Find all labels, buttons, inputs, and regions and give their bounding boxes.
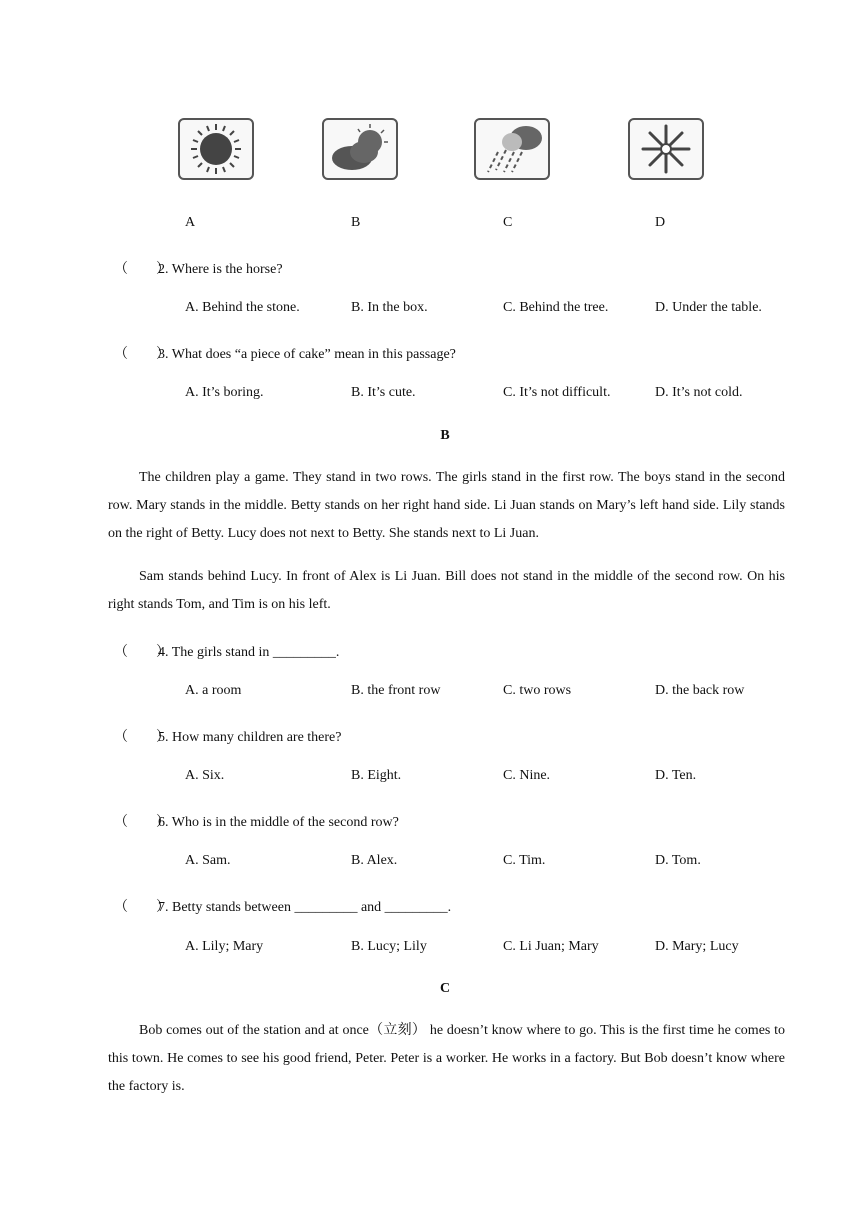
option-a: A. Behind the stone. (185, 300, 300, 315)
question-text: 3. What does “a piece of cake” mean in this passage? (158, 347, 456, 362)
passage-c-paragraph-1: Bob comes out of the station and at once（立刻） he doesn’t know where to go. This is the first time he comes to this town. He comes to see his good friend, Peter. Peter is a worker. He works in a factory. But Bob doesn’t know where the factory is. (108, 1023, 785, 1094)
answer-blank[interactable]: （ ） (114, 645, 170, 660)
answer-blank[interactable]: （ ） (114, 815, 170, 830)
snow-icon (630, 120, 702, 178)
option-a: A. Six. (185, 768, 225, 783)
question-text: 4. The girls stand in _________. (158, 645, 340, 660)
question-text: 2. Where is the horse? (158, 262, 283, 277)
question-text: 5. How many children are there? (158, 730, 342, 745)
rain-icon (476, 120, 548, 178)
weather-option-c-label: C (503, 215, 513, 230)
answer-blank[interactable]: （ ） (114, 900, 170, 915)
option-d: D. the back row (655, 683, 745, 698)
passage-b-paragraph-1: The children play a game. They stand in two rows. The girls stand in the first row. The boys stand in the second row. Mary stands in the middle. Betty stands on her right hand side. Li Juan stands on Mary’s left hand side. Lily stands on the right of Betty. Lucy does not next to Betty. She stands next to Li Juan. (108, 470, 785, 541)
weather-option-b-image (322, 118, 398, 180)
passage-b-paragraph-2: Sam stands behind Lucy. In front of Alex is Li Juan. Bill does not stand in the middle of the second row. On his right stands Tom, and Tim is on his left. (108, 569, 785, 612)
weather-option-c-image (474, 118, 550, 180)
question-2 (114, 258, 283, 278)
weather-option-a-label: A (185, 215, 196, 230)
option-a: A. Lily; Mary (185, 939, 264, 954)
question-7 (114, 896, 451, 916)
option-c: C. Tim. (503, 853, 546, 868)
question-3 (114, 343, 456, 363)
option-d: D. It’s not cold. (655, 385, 743, 400)
sun-icon (180, 120, 252, 178)
answer-blank[interactable]: （ ） (114, 262, 170, 277)
option-d: D. Tom. (655, 853, 701, 868)
option-b: B. Lucy; Lily (351, 939, 427, 954)
option-d: D. Ten. (655, 768, 697, 783)
option-c: C. two rows (503, 683, 572, 698)
question-4 (114, 641, 339, 661)
option-b: B. Eight. (351, 768, 402, 783)
option-a: A. Sam. (185, 853, 231, 868)
option-b: B. It’s cute. (351, 385, 416, 400)
option-b: B. Alex. (351, 853, 398, 868)
option-a: A. a room (185, 683, 242, 698)
option-a: A. It’s boring. (185, 385, 264, 400)
option-c: C. It’s not difficult. (503, 385, 611, 400)
cloudy-icon (324, 120, 396, 178)
question-5 (114, 726, 341, 746)
weather-option-a-image (178, 118, 254, 180)
question-6 (114, 811, 399, 831)
option-d: D. Mary; Lucy (655, 939, 739, 954)
question-text: 6. Who is in the middle of the second row? (158, 815, 399, 830)
weather-option-d-image (628, 118, 704, 180)
option-c: C. Nine. (503, 768, 551, 783)
answer-blank[interactable]: （ ） (114, 347, 170, 362)
option-d: D. Under the table. (655, 300, 762, 315)
answer-blank[interactable]: （ ） (114, 730, 170, 745)
question-text: 7. Betty stands between _________ and _________. (158, 900, 452, 915)
section-heading-b: B (440, 428, 450, 443)
weather-option-d-label: D (655, 215, 666, 230)
option-c: C. Behind the tree. (503, 300, 609, 315)
option-b: B. In the box. (351, 300, 428, 315)
option-b: B. the front row (351, 683, 441, 698)
section-heading-c: C (439, 981, 451, 996)
weather-option-b-label: B (351, 215, 361, 230)
option-c: C. Li Juan; Mary (503, 939, 599, 954)
